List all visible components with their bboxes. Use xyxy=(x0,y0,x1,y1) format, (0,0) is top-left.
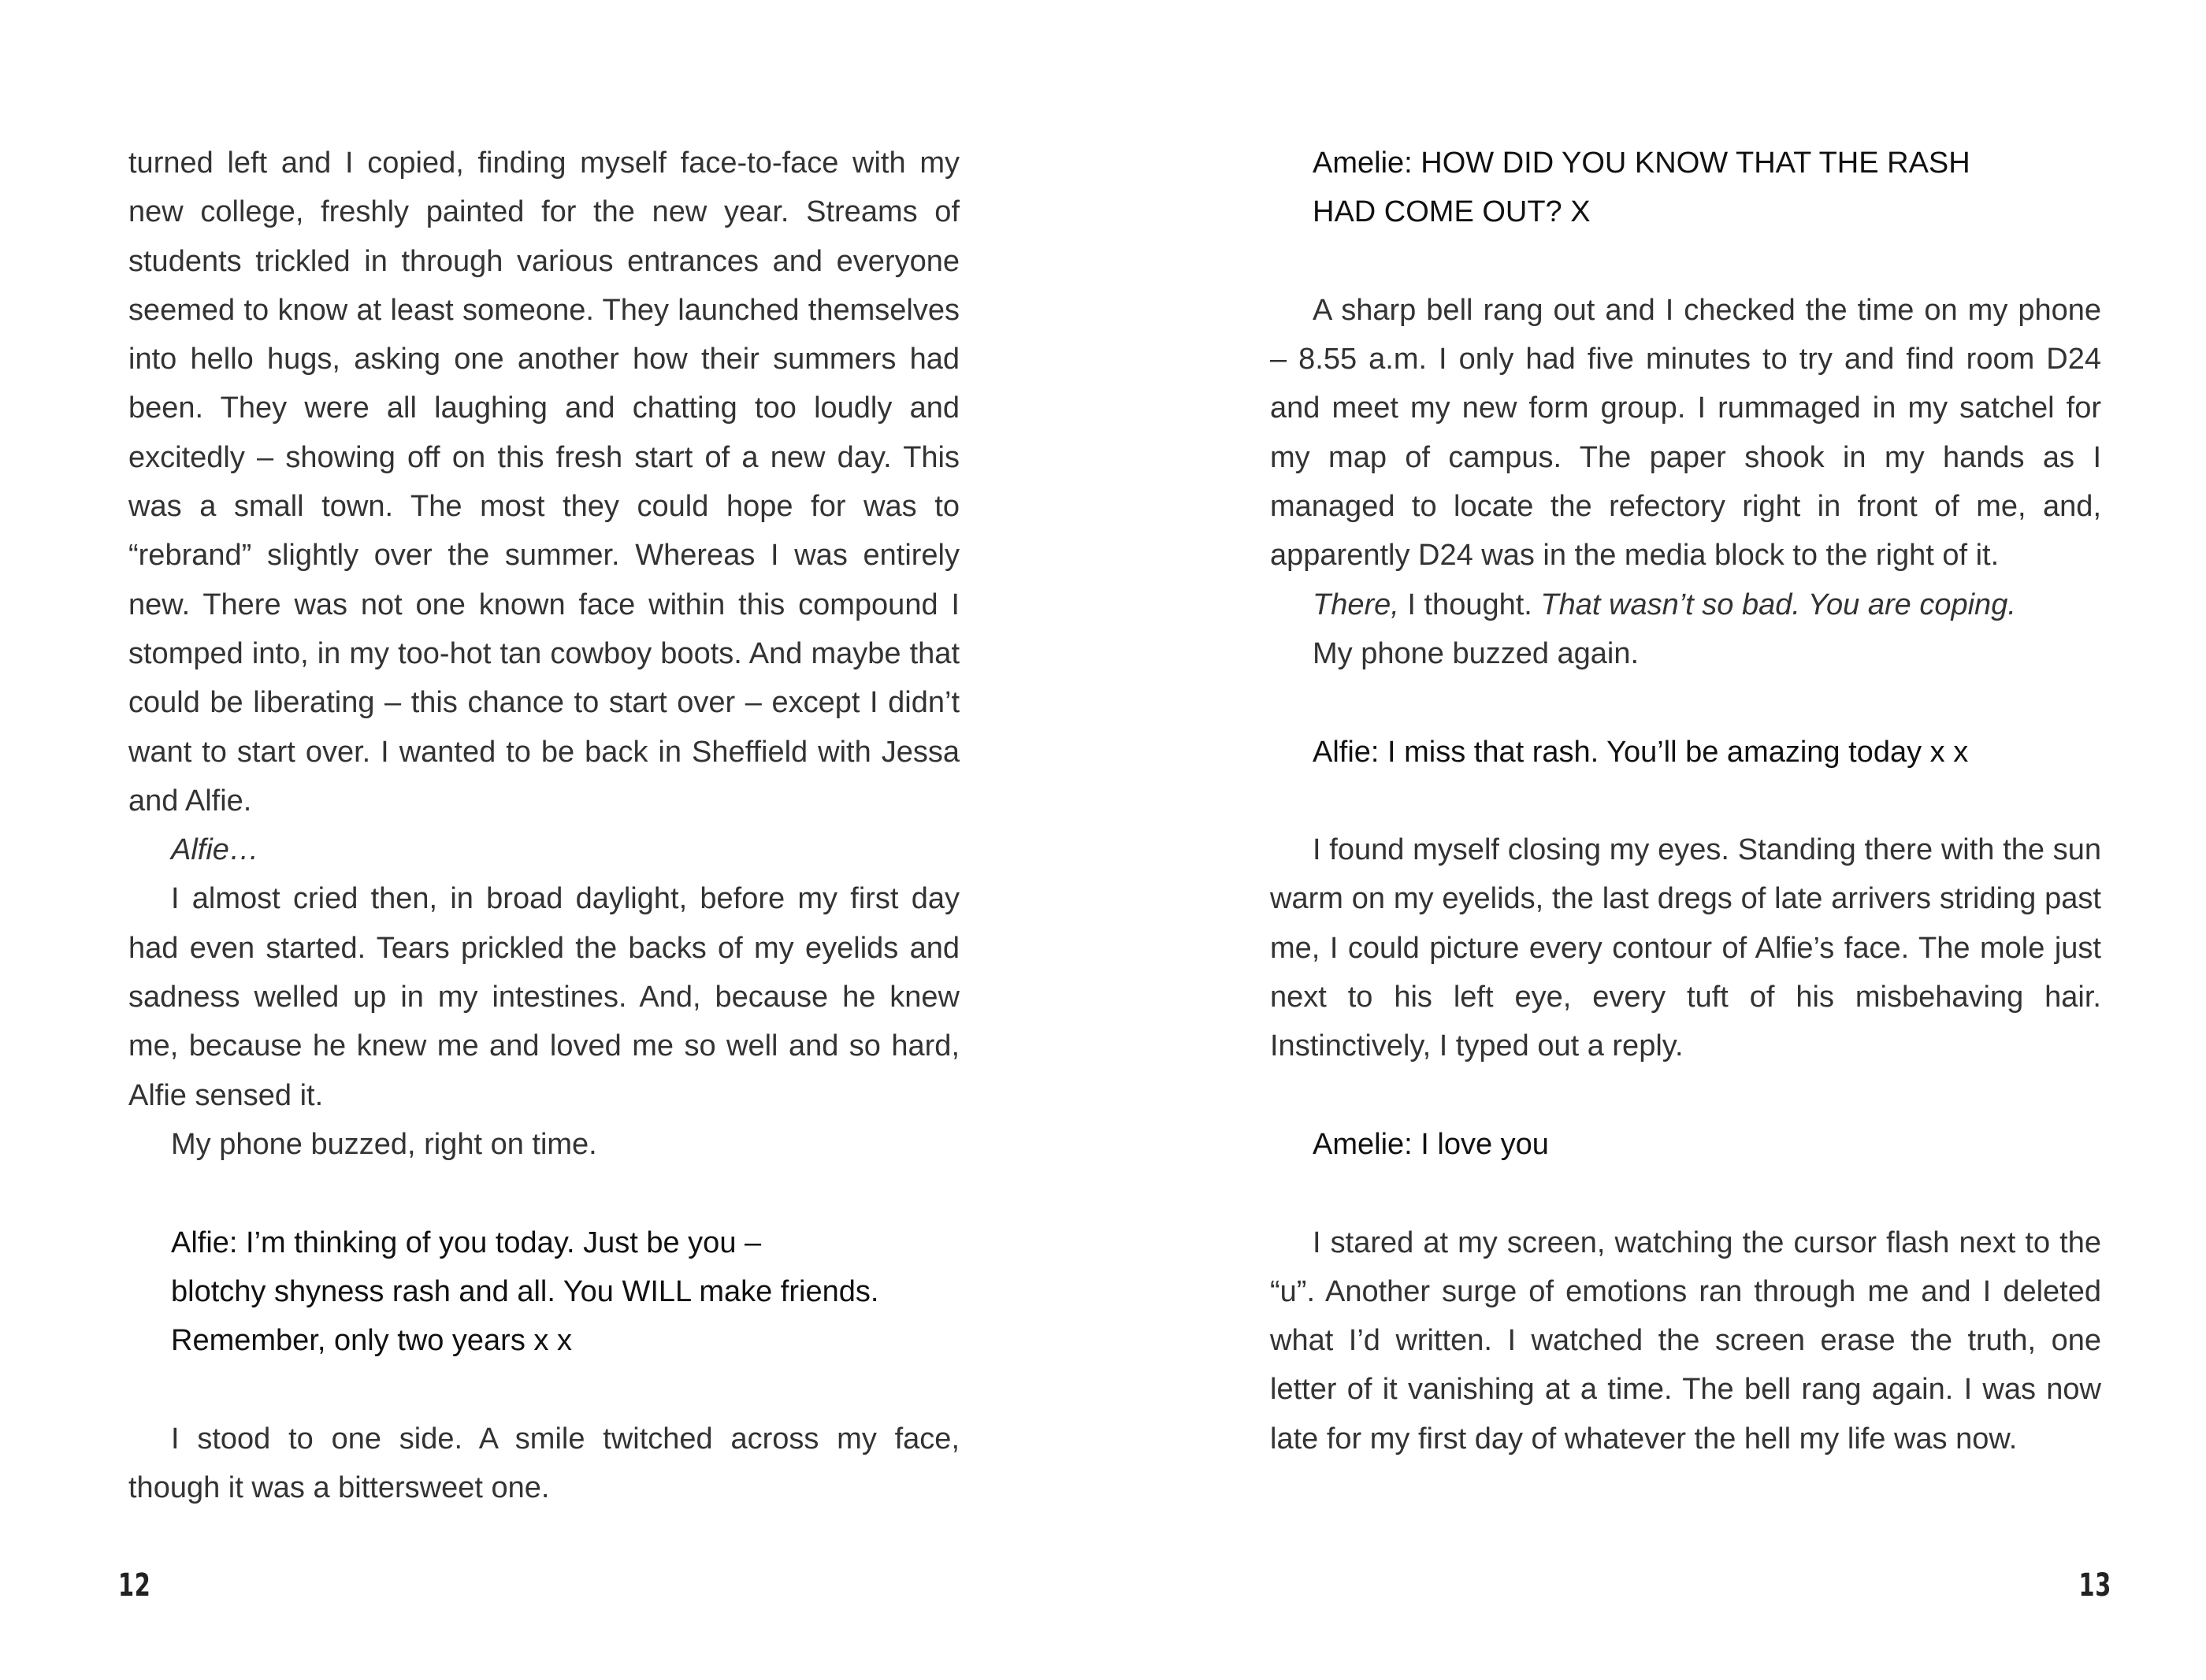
text-message-line: Remember, only two years x x xyxy=(171,1324,572,1358)
spacer xyxy=(1270,678,2101,727)
paragraph: My phone buzzed, right on time. xyxy=(171,1127,597,1161)
paragraph: I found myself closing my eyes. Standing there with the sun warm on my eyelids, the last dregs of late arrivers striding past me, I could picture every contour of Alfie’s face. The mole just next to his left eye, every tuft of his misbehaving hair. Instinctively, I typed out a reply. xyxy=(1270,833,2101,1063)
italic-text: There, xyxy=(1313,588,1399,621)
text-message-line: Amelie: I love you xyxy=(1313,1127,1549,1161)
text-message-line: Amelie: HOW DID YOU KNOW THAT THE RASH xyxy=(1313,146,1970,180)
paragraph-mixed xyxy=(1270,580,2101,629)
text-message-line: blotchy shyness rash and all. You WILL make friends. xyxy=(171,1274,879,1308)
paragraph: I stood to one side. A smile twitched across my face, though it was a bittersweet one. xyxy=(128,1422,960,1505)
paragraph: A sharp bell rang out and I checked the time on my phone – 8.55 a.m. I only had five minutes to try and find room D24 and meet my new form group. I rummaged in my satchel for my map of campus. The paper shook in my hands as I managed to locate the refectory right in front of me, and, apparently D24 was in the media block to the right of it. xyxy=(1270,293,2101,573)
paragraph: My phone buzzed again. xyxy=(1313,636,1640,670)
plain-text: I thought. xyxy=(1398,588,1541,621)
paragraph: turned left and I copied, finding myself face-to-face with my new college, freshly painted for the new year. Streams of students trickled in through various entrances and everyone seemed to know at least someone. They launched themselves into hello hugs, asking one another how their summers had been. They were all laughing and chatting too loudly and excitedly – showing off on this fresh start of a new day. This was a small town. The most they could hope for was to “rebrand” slightly over the summer. Whereas I was entirely new. There was not one known face within this compound I stomped into, in my too-hot tan cowboy boots. And maybe that could be liberating – this chance to start over – except I didn’t want to start over. I wanted to be back in Sheffield with Jessa and Alfie. xyxy=(128,146,960,818)
left-page-text xyxy=(128,139,960,1512)
right-page-text xyxy=(1270,139,2101,1463)
paragraph-italic xyxy=(128,825,960,874)
text-message-line: Alfie: I miss that rash. You’ll be amazing today x x xyxy=(1313,735,1969,769)
italic-text: Alfie… xyxy=(171,833,259,867)
spacer xyxy=(1270,1071,2101,1120)
text-message-line: Alfie: I’m thinking of you today. Just be you – xyxy=(171,1226,762,1259)
italic-text: That wasn’t so bad. You are coping. xyxy=(1540,588,2016,621)
paragraph: I stared at my screen, watching the cursor flash next to the “u”. Another surge of emotions ran through me and I deleted what I’d written. I watched the screen erase the truth, one letter of it vanishing at a time. The bell rang again. I was now late for my first day of whatever the hell my life was now. xyxy=(1270,1226,2101,1456)
spacer xyxy=(128,1365,960,1414)
page-number: 12 xyxy=(118,1567,151,1604)
page-number: 13 xyxy=(2078,1567,2111,1604)
right-page xyxy=(1103,0,2206,1680)
text-message-line: HAD COME OUT? X xyxy=(1313,195,1591,229)
paragraph: I almost cried then, in broad daylight, before my first day had even started. Tears prickled the backs of my eyelids and sadness welled up in my intestines. And, because he knew me, because he knew me and loved me so well and so hard, Alfie sensed it. xyxy=(128,882,960,1112)
spacer xyxy=(1270,237,2101,286)
spacer xyxy=(128,1169,960,1218)
spacer xyxy=(1270,777,2101,825)
spacer xyxy=(1270,1169,2101,1218)
